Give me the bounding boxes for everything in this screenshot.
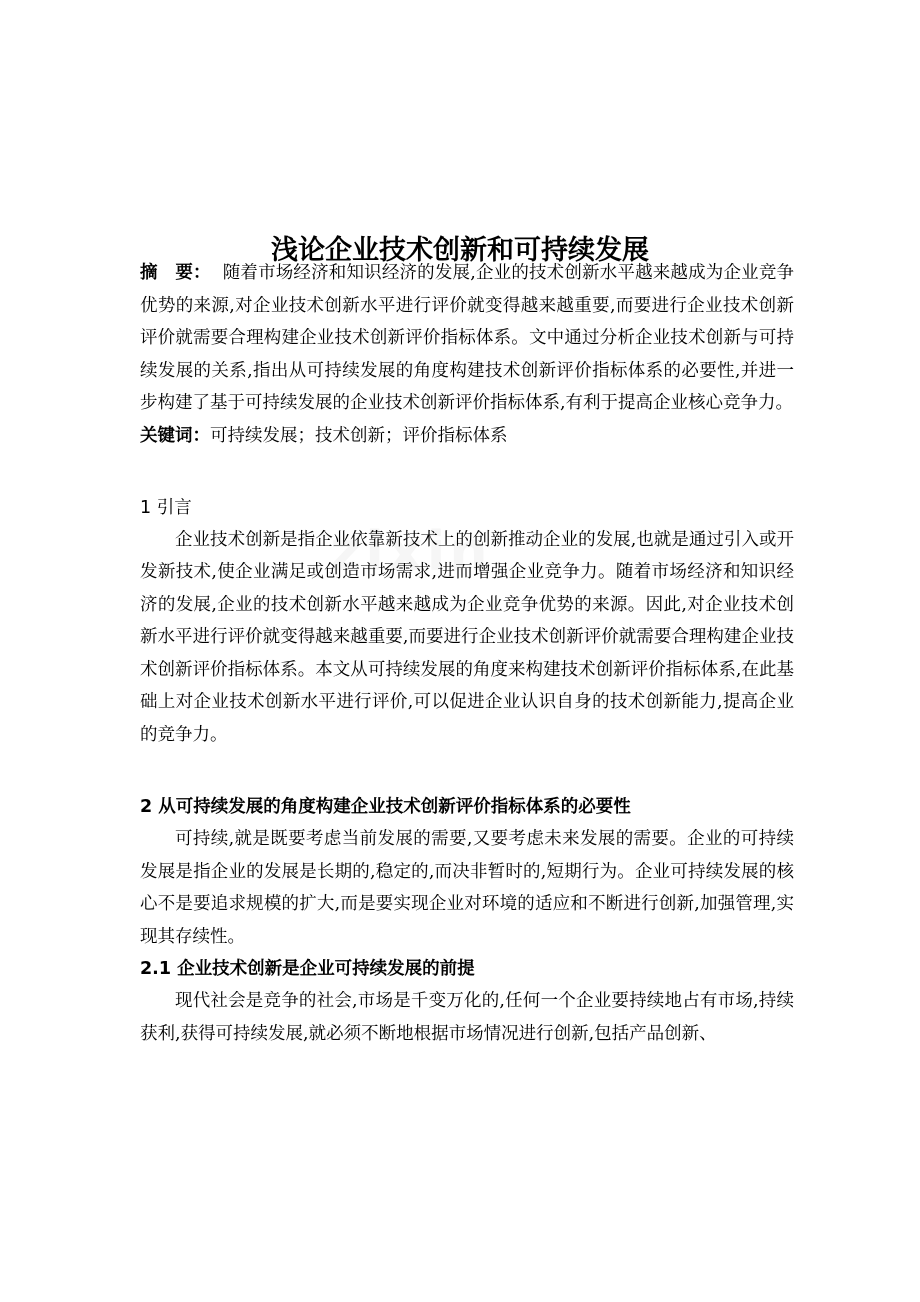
document-body: [140, 257, 794, 1050]
keywords-row: [140, 420, 794, 452]
abstract-text: 随着市场经济和知识经济的发展,企业的技术创新水平越来越成为企业竞争优势的来源,对企业技术创新水平进行评价就变得越来越重要,而要进行企业技术创新评价就需要合理构建企业技术创新评价指标体系。文中通过分析企业技术创新与可持续发展的关系,指出从可持续发展的角度构建技术创新评价指标体系的必要性,并进一步构建了基于可持续发展的企业技术创新评价指标体系,有利于提高企业核心竞争力。: [140, 263, 795, 413]
section-2-heading: 2 从可持续发展的角度构建企业技术创新评价指标体系的必要性: [140, 797, 631, 817]
keywords-label: 关键词：: [140, 425, 210, 446]
section-1-heading: 1 引言: [140, 497, 192, 518]
section-2-paragraph: 可持续,就是既要考虑当前发展的需要,又要考虑未来发展的需要。企业的可持续发展是指企业的发展是长期的,稳定的,而决非暂时的,短期行为。企业可持续发展的核心不是要追求规模的扩大,而是要实现企业对环境的适应和不断进行创新,加强管理,实现其存续性。: [140, 829, 794, 947]
section-1-paragraph: 企业技术创新是指企业依靠新技术上的创新推动企业的发展,也就是通过引入或开发新技术,使企业满足或创造市场需求,进而增强企业竞争力。随着市场经济和知识经济的发展,企业的技术创新水平越来越成为企业竞争优势的来源。因此,对企业技术创新水平进行评价就变得越来越重要,而要进行企业技术创新评价就需要合理构建企业技术创新评价指标体系。本文从可持续发展的角度来构建技术创新评价指标体系,在此基础上对企业技术创新水平进行评价,可以促进企业认识自身的技术创新能力,提高企业的竞争力。: [140, 529, 794, 745]
document-title: 浅论企业技术创新和可持续发展: [271, 235, 649, 267]
keywords-text: 可持续发展；技术创新；评价指标体系: [210, 425, 508, 446]
section-2-1-heading: 2.1 企业技术创新是企业可持续发展的前提: [140, 959, 475, 979]
section-2-1-paragraph: 现代社会是竞争的社会,市场是千变万化的,任何一个企业要持续地占有市场,持续获利,获得可持续发展,就必须不断地根据市场情况进行创新,包括产品创新、: [140, 991, 794, 1044]
abstract-paragraph: [140, 257, 794, 420]
abstract-label: 摘 要：: [140, 263, 211, 283]
